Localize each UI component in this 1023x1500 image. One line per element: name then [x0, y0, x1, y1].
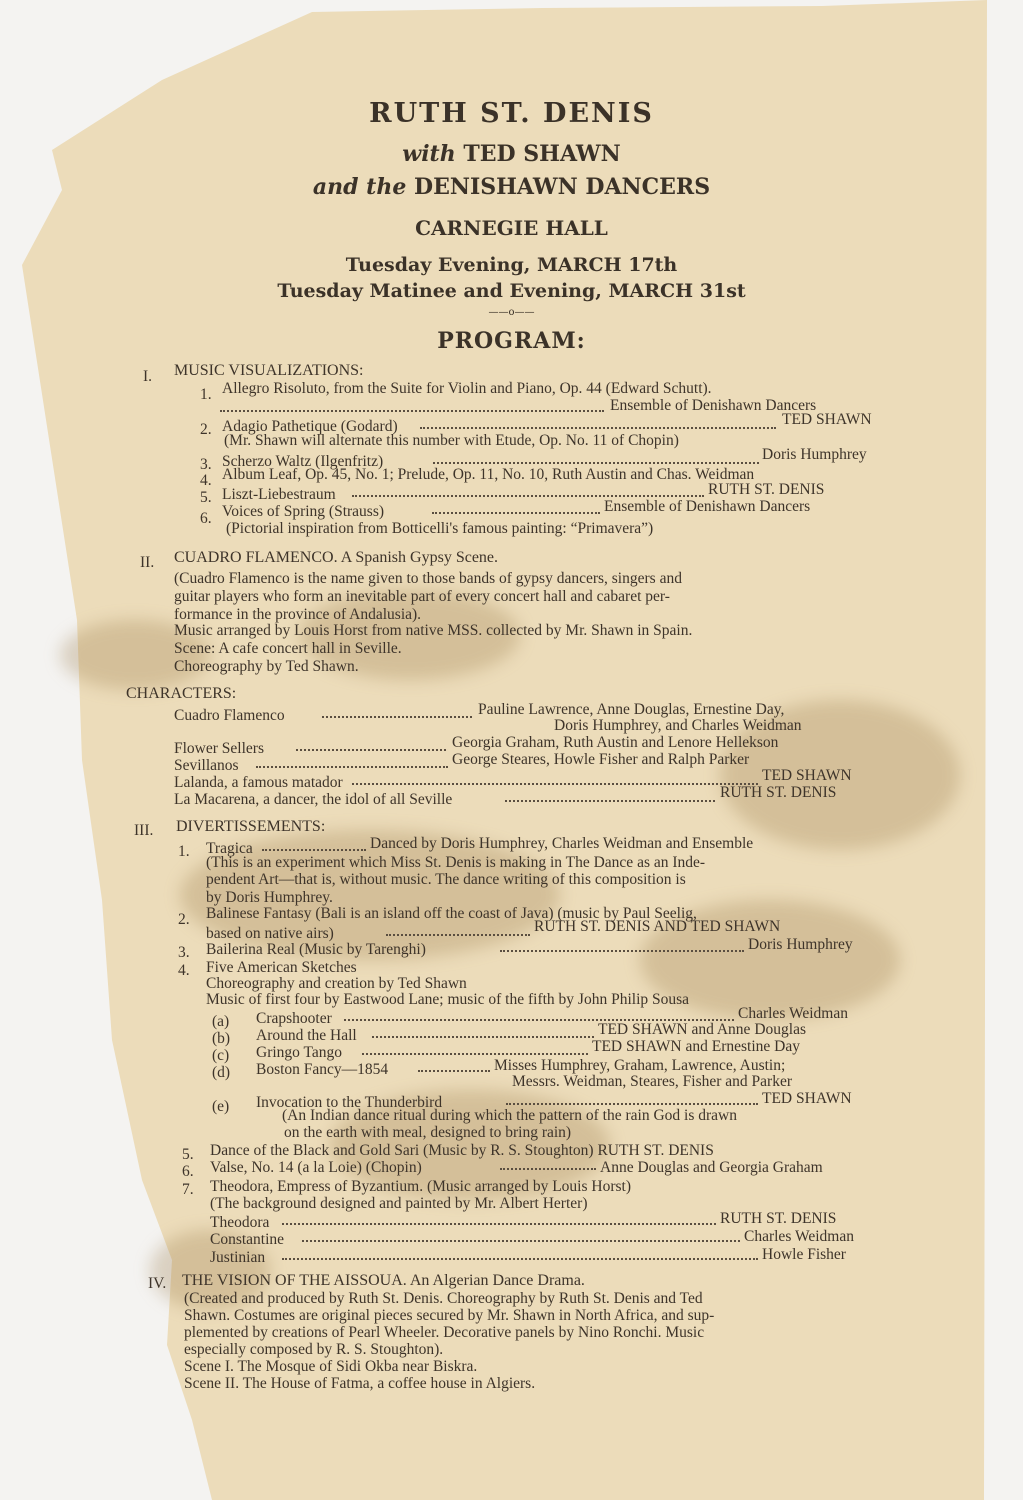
sub-item-letter: (c) [212, 1047, 230, 1064]
program-note: Choreography and creation by Ted Shawn [206, 975, 467, 992]
program-note: (The background designed and painted by Mr. Albert Herter) [210, 1195, 588, 1212]
and-name: DENISHAWN DANCERS [414, 174, 711, 200]
sub-item-letter: (b) [212, 1030, 231, 1047]
program-note: Scene II. The House of Fatma, a coffee house in Algiers. [184, 1375, 536, 1392]
program-line: Dance of the Black and Gold Sari (Music by R. S. Stoughton) RUTH ST. DENIS [210, 1142, 714, 1159]
performer: Anne Douglas and Georgia Graham [600, 1159, 823, 1176]
leader-dots [282, 1258, 758, 1260]
leader-dots [296, 749, 446, 751]
program-line: Invocation to the Thunderbird [256, 1094, 443, 1111]
program-line: Adagio Pathetique (Godard) [222, 418, 398, 435]
program-line: Around the Hall [256, 1027, 357, 1044]
leader-dots [372, 1036, 594, 1038]
performer: RUTH ST. DENIS AND TED SHAWN [534, 918, 781, 935]
divider: ——o—— [488, 307, 535, 318]
item-number: 2. [200, 421, 212, 438]
program-note: especially composed by R. S. Stoughton). [184, 1341, 444, 1358]
program-line: Tragica [206, 840, 253, 857]
program-line: Liszt-Liebestraum [222, 486, 336, 503]
item-number: 3. [178, 944, 190, 961]
leader-dots [352, 783, 758, 785]
leader-dots [352, 495, 704, 497]
performer: TED SHAWN [782, 411, 872, 428]
program-note: Scene I. The Mosque of Sidi Okba near Biskra. [184, 1358, 478, 1375]
program-line: Valse, No. 14 (a la Loie) (Chopin) [210, 1159, 422, 1176]
section-title: DIVERTISSEMENTS: [176, 818, 326, 835]
leader-dots [500, 950, 744, 952]
program-note: (This is an experiment which Miss St. Denis is making in The Dance as an Inde- [206, 854, 706, 871]
character-role: Theodora [210, 1214, 270, 1231]
section-number: IV. [148, 1275, 167, 1292]
performer: Danced by Doris Humphrey, Charles Weidman and Ensemble [370, 835, 754, 852]
leader-dots [220, 410, 604, 412]
character-role: Constantine [210, 1231, 285, 1248]
program-note: Shawn. Costumes are original pieces secured by Mr. Shawn in North Africa, and sup- [184, 1307, 715, 1324]
program-line: Five American Sketches [206, 959, 357, 976]
program-note: (Mr. Shawn will alternate this number with Etude, Op. No. 11 of Chopin) [224, 432, 679, 449]
item-number: 2. [178, 911, 190, 928]
section-number: II. [140, 554, 155, 571]
item-number: 7. [182, 1181, 194, 1198]
program-note: Music of first four by Eastwood Lane; music of the fifth by John Philip Sousa [206, 991, 690, 1008]
performer: TED SHAWN and Ernestine Day [592, 1038, 800, 1055]
section-title: MUSIC VISUALIZATIONS: [174, 362, 364, 379]
leader-dots [418, 1070, 490, 1072]
program-line: Crapshooter [256, 1010, 332, 1027]
program-note: Choreography by Ted Shawn. [174, 658, 359, 675]
character-role: La Macarena, a dancer, the idol of all Seville [174, 791, 453, 808]
performer: RUTH ST. DENIS [720, 784, 837, 801]
program-note: (An Indian dance ritual during which the pattern of the rain God is drawn [282, 1107, 737, 1124]
leader-dots [322, 716, 472, 718]
page-title: RUTH ST. DENIS [369, 98, 654, 129]
performer: Doris Humphrey [762, 446, 867, 463]
program-line: Voices of Spring (Strauss) [222, 503, 385, 520]
program-line: Gringo Tango [256, 1044, 343, 1061]
program-line: Allegro Risoluto, from the Suite for Violin and Piano, Op. 44 (Edward Schutt). [222, 380, 712, 397]
program-line: Balinese Fantasy (Bali is an island off the coast of Java) (music by Paul Seelig, [206, 905, 697, 922]
character-role: Lalanda, a famous matador [174, 774, 343, 791]
performer: Misses Humphrey, Graham, Lawrence, Austin; [494, 1057, 786, 1074]
performer: Georgia Graham, Ruth Austin and Lenore Hellekson [452, 734, 779, 751]
performer: Messrs. Weidman, Steares, Fisher and Parker [512, 1073, 792, 1090]
character-role: Flower Sellers [174, 740, 264, 757]
item-number: 4. [200, 472, 212, 489]
leader-dots [420, 427, 776, 429]
program-line: Album Leaf, Op. 45, No. 1; Prelude, Op. 11, No. 10, Ruth Austin and Chas. Weidman [222, 466, 755, 483]
program-line: Theodora, Empress of Byzantium. (Music arranged by Louis Horst) [210, 1178, 631, 1195]
item-number: 3. [200, 456, 212, 473]
leader-dots [386, 934, 530, 936]
program-note: Music arranged by Louis Horst from native MSS. collected by Mr. Shawn in Spain. [174, 622, 693, 639]
performer: Doris Humphrey [748, 936, 853, 953]
performer: RUTH ST. DENIS [708, 481, 825, 498]
with-name: TED SHAWN [463, 141, 621, 167]
program-line: based on native airs) [206, 925, 334, 942]
performer: TED SHAWN [762, 767, 852, 784]
character-role: Justinian [210, 1249, 266, 1266]
leader-dots [500, 1168, 596, 1170]
date-line-1: Tuesday Evening, MARCH 17th [345, 254, 678, 276]
section-number: III. [134, 822, 154, 839]
leader-dots [256, 766, 448, 768]
item-number: 4. [178, 962, 190, 979]
program-line: Scherzo Waltz (Ilgenfritz) [222, 453, 384, 470]
program-note: (Pictorial inspiration from Botticelli's famous painting: “Primavera”) [226, 520, 654, 537]
leader-dots [433, 462, 759, 464]
item-number: 1. [200, 386, 212, 403]
program-note: Scene: A cafe concert hall in Seville. [174, 640, 402, 657]
performer: Ensemble of Denishawn Dancers [610, 397, 817, 414]
program-note: formance in the province of Andalusia). [174, 606, 422, 623]
leader-dots [432, 512, 600, 514]
item-number: 6. [200, 510, 212, 527]
and-word: and the [312, 174, 407, 200]
character-role: Sevillanos [174, 757, 239, 774]
program-heading: PROGRAM: [437, 328, 586, 354]
sub-item-letter: (a) [212, 1013, 230, 1030]
leader-dots [302, 1240, 740, 1242]
subtitle-with [0, 141, 1023, 167]
performer: Ensemble of Denishawn Dancers [604, 498, 811, 515]
sub-item-letter: (e) [212, 1098, 230, 1115]
performer: Charles Weidman [738, 1005, 848, 1022]
character-role: Cuadro Flamenco [174, 707, 285, 724]
performer: Pauline Lawrence, Anne Douglas, Ernestine Day, [478, 701, 785, 718]
subtitle-and [0, 174, 1023, 200]
program-note: (Cuadro Flamenco is the name given to those bands of gypsy dancers, singers and [174, 570, 682, 587]
section-title: CUADRO FLAMENCO. A Spanish Gypsy Scene. [174, 549, 499, 566]
sub-item-letter: (d) [212, 1064, 231, 1081]
program-note: pendent Art—that is, without music. The dance writing of this composition is [206, 871, 686, 888]
leader-dots [282, 1223, 716, 1225]
leader-dots [506, 1103, 758, 1105]
program-note: (Created and produced by Ruth St. Denis. Choreography by Ruth St. Denis and Ted [184, 1290, 703, 1307]
program-note: by Doris Humphrey. [206, 889, 333, 906]
program-note: plemented by creations of Pearl Wheeler. Decorative panels by Nino Ronchi. Music [184, 1324, 705, 1341]
performer: TED SHAWN and Anne Douglas [598, 1021, 806, 1038]
leader-dots [362, 1053, 588, 1055]
program-line: Boston Fancy—1854 [256, 1061, 389, 1078]
characters-heading: CHARACTERS: [126, 685, 237, 702]
with-word: with [402, 141, 456, 167]
venue: CARNEGIE HALL [415, 216, 608, 240]
performer: Doris Humphrey, and Charles Weidman [554, 717, 802, 734]
performer: George Steares, Howle Fisher and Ralph Parker [452, 751, 750, 768]
item-number: 6. [182, 1163, 194, 1180]
performer: Howle Fisher [762, 1246, 846, 1263]
item-number: 5. [182, 1146, 194, 1163]
leader-dots [505, 800, 715, 802]
performer: TED SHAWN [762, 1090, 852, 1107]
program-note: guitar players who form an inevitable part of every concert hall and cabaret per- [174, 588, 670, 605]
date-line-2: Tuesday Matinee and Evening, MARCH 31st [277, 280, 746, 302]
item-number: 1. [178, 843, 190, 860]
section-title: THE VISION OF THE AISSOUA. An Algerian Dance Drama. [182, 1272, 585, 1289]
section-number: I. [143, 368, 153, 385]
performer: Charles Weidman [744, 1228, 854, 1245]
program-line: Bailerina Real (Music by Tarenghi) [206, 941, 426, 958]
leader-dots [262, 849, 366, 851]
item-number: 5. [200, 489, 212, 506]
performer: RUTH ST. DENIS [720, 1210, 837, 1227]
program-note: on the earth with meal, designed to bring rain) [284, 1124, 572, 1141]
